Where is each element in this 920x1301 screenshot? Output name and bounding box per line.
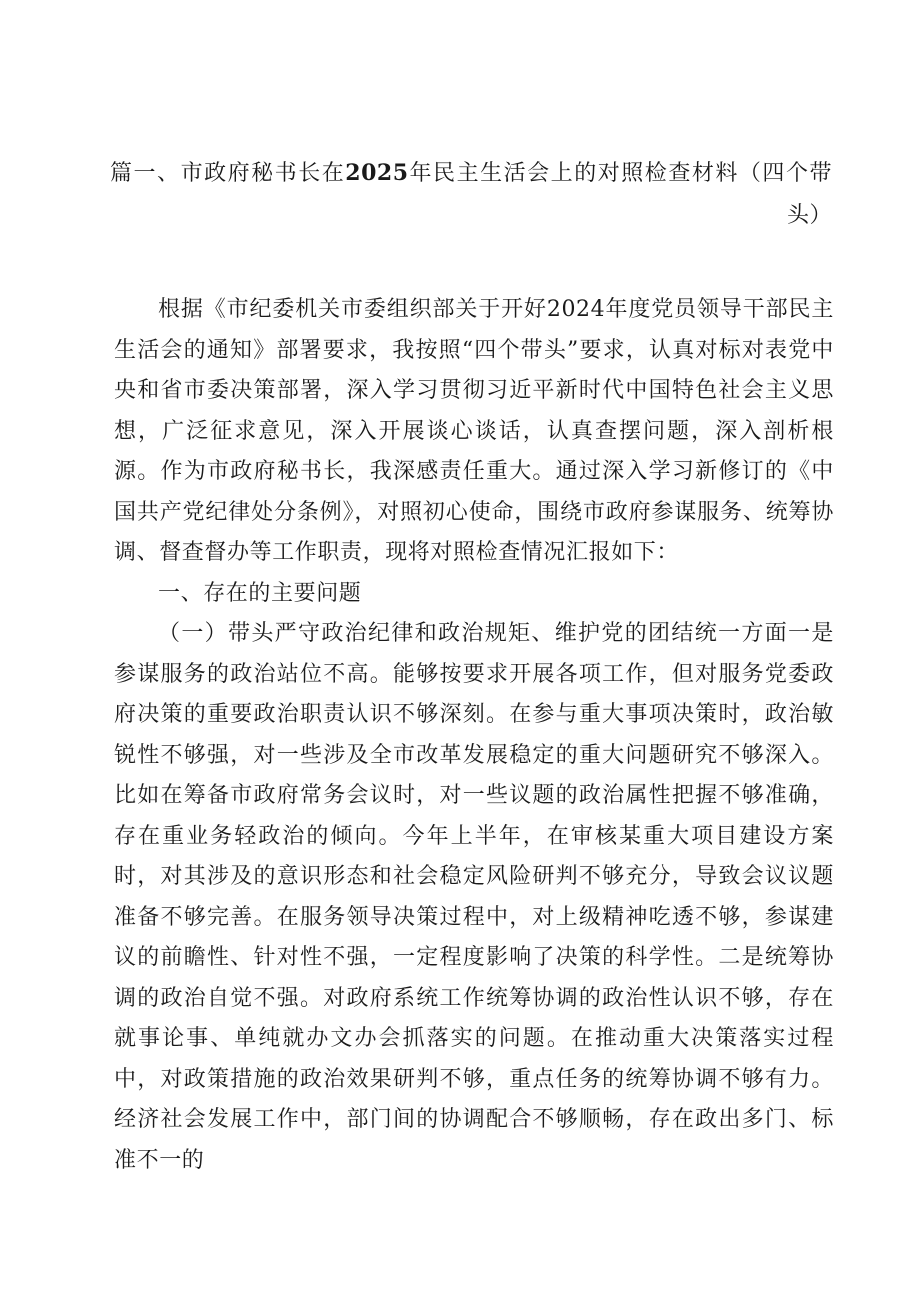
- title-prefix: 篇一、市政府秘书长在: [110, 161, 346, 186]
- section-heading: 一、存在的主要问题: [158, 580, 362, 606]
- title-year: 2025: [345, 160, 409, 186]
- title-suffix: 年民主生活会上的对照检查材料（四个带头）: [408, 161, 832, 228]
- problem-paragraph: （一）带头严守政治纪律和政治规矩、维护党的团结统一方面一是参谋服务的政治站位不高。能够按要求开展各项工作，但对服务党委政府决策的重要政治职责认识不够深刻。在参与重大事项决策时，政治敏锐性不够强，对一些涉及全市改革发展稳定的重大问题研究不够深入。比如在筹备市政府常务会议时，对一些议题的政治属性把握不够准确，存在重业务轻政治的倾向。今年上半年，在审核某重大项目建设方案时，对其涉及的意识形态和社会稳定风险研判不够充分，导致会议议题准备不够完善。在服务领导决策过程中，对上级精神吃透不够，参谋建议的前瞻性、针对性不强，一定程度影响了决策的科学性。二是统筹协调的政治自觉不强。对政府系统工作统筹协调的政治性认识不够，存在就事论事、单纯就办文办会抓落实的问题。在推动重大决策落实过程中，对政策措施的政治效果研判不够，重点任务的统筹协调不够有力。经济社会发展工作中，部门间的协调配合不够顺畅，存在政出多门、标准不一的: [114, 621, 834, 1173]
- document-title: [110, 152, 832, 237]
- document-body: [114, 290, 834, 1181]
- intro-paragraph: 根据《市纪委机关市委组织部关于开好2024年度党员领导干部民主生活会的通知》部署要求，我按照“四个带头”要求，认真对标对表党中央和省市委决策部署，深入学习贯彻习近平新时代中国特色社会主义思想，广泛征求意见，深入开展谈心谈话，认真查摆问题，深入剖析根源。作为市政府秘书长，我深感责任重大。通过深入学习新修订的《中国共产党纪律处分条例》，对照初心使命，围绕市政府参谋服务、统筹协调、督查督办等工作职责，现将对照检查情况汇报如下：: [114, 297, 834, 565]
